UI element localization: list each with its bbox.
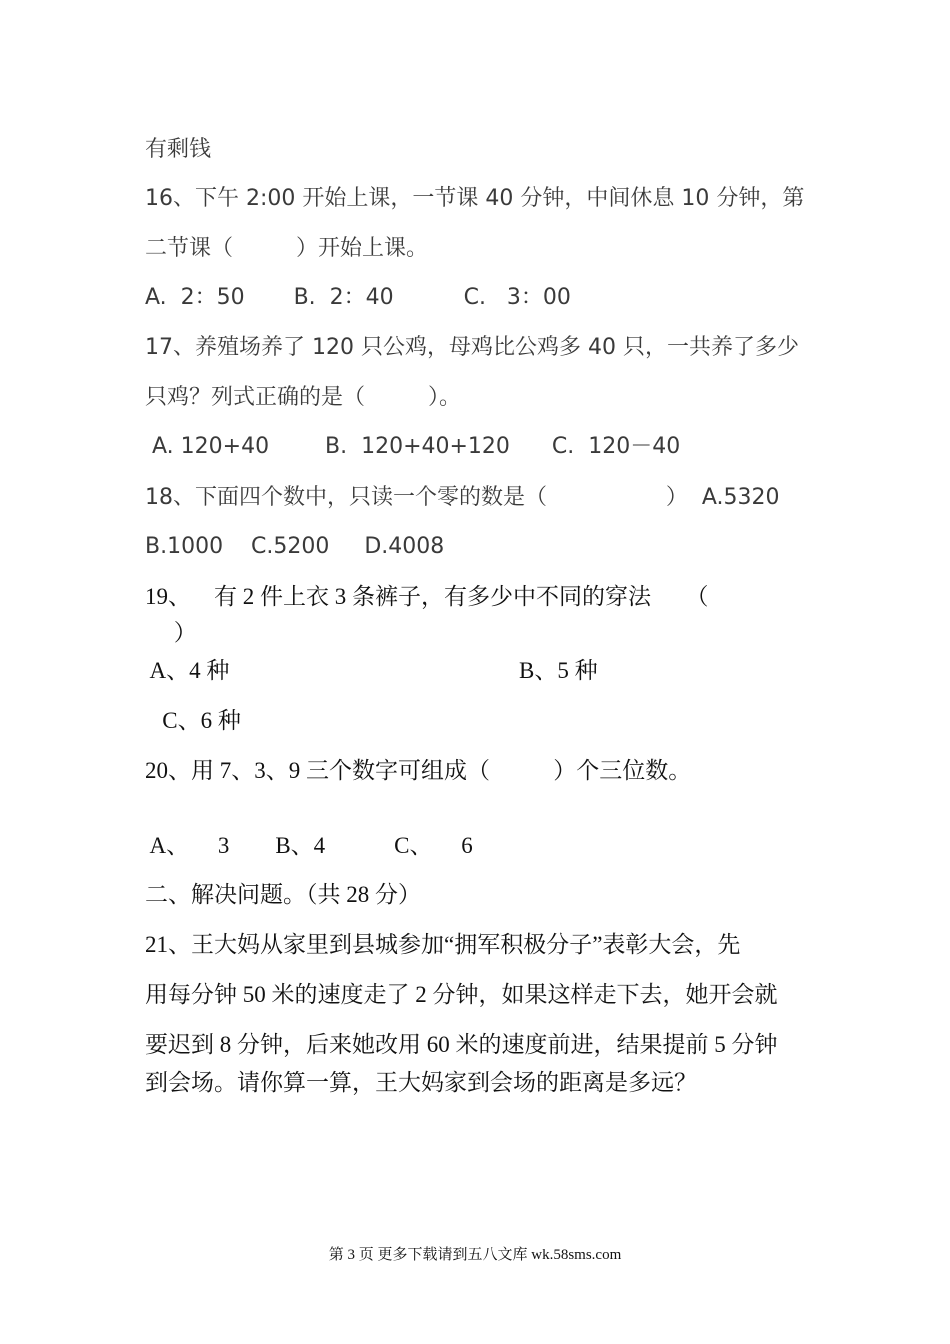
question-20-options: A、 3 B、4 C、 6 xyxy=(145,833,473,858)
question-19-option-b: B、5 种 xyxy=(519,658,598,683)
question-21-line-3: 要迟到 8 分钟，后来她改用 60 米的速度前进，结果提前 5 分钟 xyxy=(145,1032,778,1057)
question-18-line-1: 18、下面四个数中，只读一个零的数是（ ） A.5320 xyxy=(145,485,780,510)
question-21-line-4: 到会场。请你算一算，王大妈家到会场的距离是多远？ xyxy=(145,1070,697,1095)
question-17-line-1: 17、养殖场养了 120 只公鸡，母鸡比公鸡多 40 只，一共养了多少 xyxy=(145,335,799,360)
section-heading-problem-solving: 二、解决问题。（共 28 分） xyxy=(145,882,421,907)
question-17-options: A. 120+40 B. 120+40+120 C. 120－40 xyxy=(145,434,681,459)
question-16-options: A. 2：50 B. 2：40 C. 3：00 xyxy=(145,285,571,310)
question-21-line-2: 用每分钟 50 米的速度走了 2 分钟，如果这样走下去，她开会就 xyxy=(145,982,778,1007)
question-17-line-2: 只鸡？列式正确的是（ ）。 xyxy=(145,385,461,410)
question-19-option-a: A、4 种 xyxy=(145,658,230,683)
question-16-line-1: 16、下午 2:00 开始上课，一节课 40 分钟，中间休息 10 分钟，第 xyxy=(145,186,805,211)
question-21-line-1: 21、王大妈从家里到县城参加“拥军积极分子”表彰大会，先 xyxy=(145,932,741,957)
question-16-line-2: 二节课（ ）开始上课。 xyxy=(145,236,428,261)
question-19-line-1: 19、 有 2 件上衣 3 条裤子，有多少中不同的穿法 （ xyxy=(145,584,709,609)
text-line-continuation: 有剩钱 xyxy=(145,137,212,162)
question-19-option-c: C、6 种 xyxy=(145,708,241,733)
question-19-line-2: ） xyxy=(145,620,197,645)
question-18-options: B.1000 C.5200 D.4008 xyxy=(145,534,445,559)
page-footer: 第 3 页 更多下载请到五八文库 wk.58sms.com xyxy=(328,1247,622,1263)
question-20-line-1: 20、用 7、3、9 三个数字可组成（ ）个三位数。 xyxy=(145,758,692,783)
